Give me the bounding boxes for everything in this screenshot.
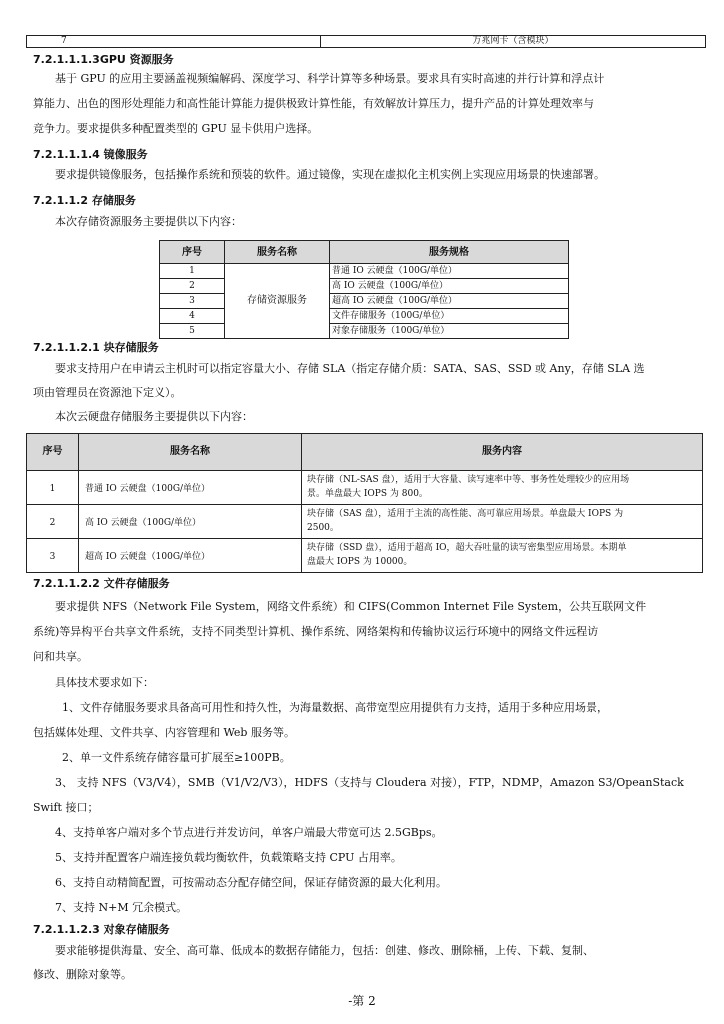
table-cell-content: 盘最大 IOPS 为 10000。: [307, 557, 413, 567]
paragraph-line: 包括媒体处理、文件共享、内容管理和 Web 服务等。: [33, 726, 295, 739]
table-cell-group-name: 存储资源服务: [247, 295, 307, 306]
table-cell-num: 2: [189, 281, 195, 291]
divider: [301, 434, 302, 572]
paragraph-line: 具体技术要求如下：: [55, 676, 154, 689]
paragraph-line: 问和共享。: [33, 650, 88, 663]
table-cell-name: 普通 IO 云硬盘（100G/单位）: [85, 484, 211, 494]
table-cell-spec: 普通 IO 云硬盘（100G/单位）: [332, 266, 458, 276]
paragraph-line: 修改、删除对象等。: [33, 968, 132, 981]
table-cell-name: 高 IO 云硬盘（100G/单位）: [85, 518, 202, 528]
paragraph-line: 基于 GPU 的应用主要涵盖视频编解码、深度学习、科学计算等多种场景。要求具有实时高速的并行计算和浮点计: [55, 72, 605, 85]
table-cell-content: 块存储（NL-SAS 盘），适用于大容量、读写速率中等、事务性处理较少的应用场: [307, 475, 630, 485]
section-title-image: 7.2.1.1.1.4 镜像服务: [33, 148, 148, 161]
paragraph-line: 本次云硬盘存储服务主要提供以下内容：: [55, 410, 253, 423]
section-title-storage: 7.2.1.1.2 存储服务: [33, 194, 136, 207]
divider: [27, 538, 702, 539]
table-cell-spec: 超高 IO 云硬盘（100G/单位）: [332, 296, 458, 306]
section-title-block: 7.2.1.1.2.1 块存储服务: [33, 341, 159, 354]
table-cell-num: 4: [189, 311, 195, 321]
header-cell-num: 序号: [42, 446, 63, 457]
table-cell-content: 景。单盘最大 IOPS 为 800。: [307, 489, 428, 499]
paragraph-line: 要求提供 NFS（Network File System，网络文件系统）和 CIFS(Common Internet File System，公共互联网文件: [55, 600, 647, 613]
table-cell-num: 2: [49, 518, 56, 528]
paragraph-line: 项由管理员在资源池下定义）。: [33, 386, 182, 399]
divider: [27, 504, 702, 505]
table-cell-spec: 高 IO 云硬盘（100G/单位）: [332, 281, 449, 291]
header-cell-name: 服务名称: [257, 247, 297, 258]
top-row-text: 万兆网卡（含模块）: [472, 36, 554, 46]
table-cell-content: 块存储（SSD 盘），适用于超高 IO，超大吞吐量的读写密集型应用场景。本期单: [307, 543, 627, 553]
header-cell-num: 序号: [182, 247, 202, 258]
header-cell-content: 服务内容: [482, 446, 522, 457]
paragraph-line: 本次存储资源服务主要提供以下内容：: [55, 215, 242, 228]
paragraph-line: 要求支持用户在申请云主机时可以指定容量大小、存储 SLA（指定存储介质：SATA、SAS、SSD 或 Any，存储 SLA 选: [55, 362, 645, 375]
paragraph-line: 要求提供镜像服务，包括操作系统和预装的软件。通过镜像，实现在虚拟化主机实例上实现应用场景的快速部署。: [55, 168, 605, 181]
section-title-object: 7.2.1.1.2.3 对象存储服务: [33, 923, 170, 936]
paragraph-line: 4、支持单客户端对多个节点进行并发访问，单客户端最大带宽可达 2.5GBps。: [55, 826, 443, 839]
header-cell-name: 服务名称: [170, 446, 210, 457]
paragraph-line: 3、 支持 NFS（V3/V4），SMB（V1/V2/V3），HDFS（支持与 Cloudera 对接），FTP，NDMP，Amazon S3/OpeanStack: [55, 776, 684, 789]
paragraph-line: 算能力、出色的图形处理能力和高性能计算能力提供极致计算性能，有效解放计算压力，提升产品的计算处理效率与: [33, 97, 594, 110]
page-number: -第 2: [348, 994, 376, 1008]
table-cell-num: 5: [189, 326, 195, 336]
paragraph-line: 要求能够提供海量、安全、高可靠、低成本的数据存储能力，包括：创建、修改、删除桶，上传、下载、复制、: [55, 944, 594, 957]
table-cell-num: 3: [49, 552, 56, 562]
table-cell-spec: 文件存储服务（100G/单位）: [332, 311, 450, 321]
paragraph-line: 竞争力。要求提供多种配置类型的 GPU 显卡供用户选择。: [33, 122, 319, 135]
divider: [224, 241, 225, 338]
table-cell-content: 2500。: [307, 523, 339, 533]
table-cell-spec: 对象存储服务（100G/单位）: [332, 326, 450, 336]
storage-services-table: [159, 240, 569, 339]
section-title-file: 7.2.1.1.2.2 文件存储服务: [33, 577, 170, 590]
paragraph-line: 7、支持 N+M 冗余模式。: [55, 901, 188, 914]
table-cell-num: 3: [189, 296, 195, 306]
table-cell-num: 1: [189, 266, 195, 276]
table-cell-name: 超高 IO 云硬盘（100G/单位）: [85, 552, 211, 562]
table-cell-num: 1: [49, 484, 56, 494]
section-title-gpu: 7.2.1.1.1.3GPU 资源服务: [33, 53, 174, 66]
top-row-number: 7: [27, 36, 321, 47]
divider: [27, 470, 702, 471]
paragraph-line: 6、支持自动精简配置，可按需动态分配存储空间，保证存储资源的最大化利用。: [55, 876, 447, 889]
paragraph-line: 系统)等异构平台共享文件系统，支持不同类型计算机、操作系统、网络架构和传输协议运行环境中的网络文件远程访: [33, 625, 599, 638]
header-cell-spec: 服务规格: [429, 247, 469, 258]
cloud-disk-table: [26, 433, 703, 573]
paragraph-line: 2、单一文件系统存储容量可扩展至≥100PB。: [62, 751, 291, 764]
top-table-fragment: [26, 35, 706, 48]
divider: [78, 434, 79, 572]
table-cell-content: 块存储（SAS 盘），适用于主流的高性能、高可靠应用场景。单盘最大 IOPS 为: [307, 509, 624, 519]
paragraph-line: Swift 接口；: [33, 801, 99, 814]
paragraph-line: 5、支持并配置客户端连接负载均衡软件，负载策略支持 CPU 占用率。: [55, 851, 402, 864]
paragraph-line: 1、文件存储服务要求具备高可用性和持久性，为海量数据、高带宽型应用提供有力支持，适用于多种应用场景，: [62, 701, 608, 714]
